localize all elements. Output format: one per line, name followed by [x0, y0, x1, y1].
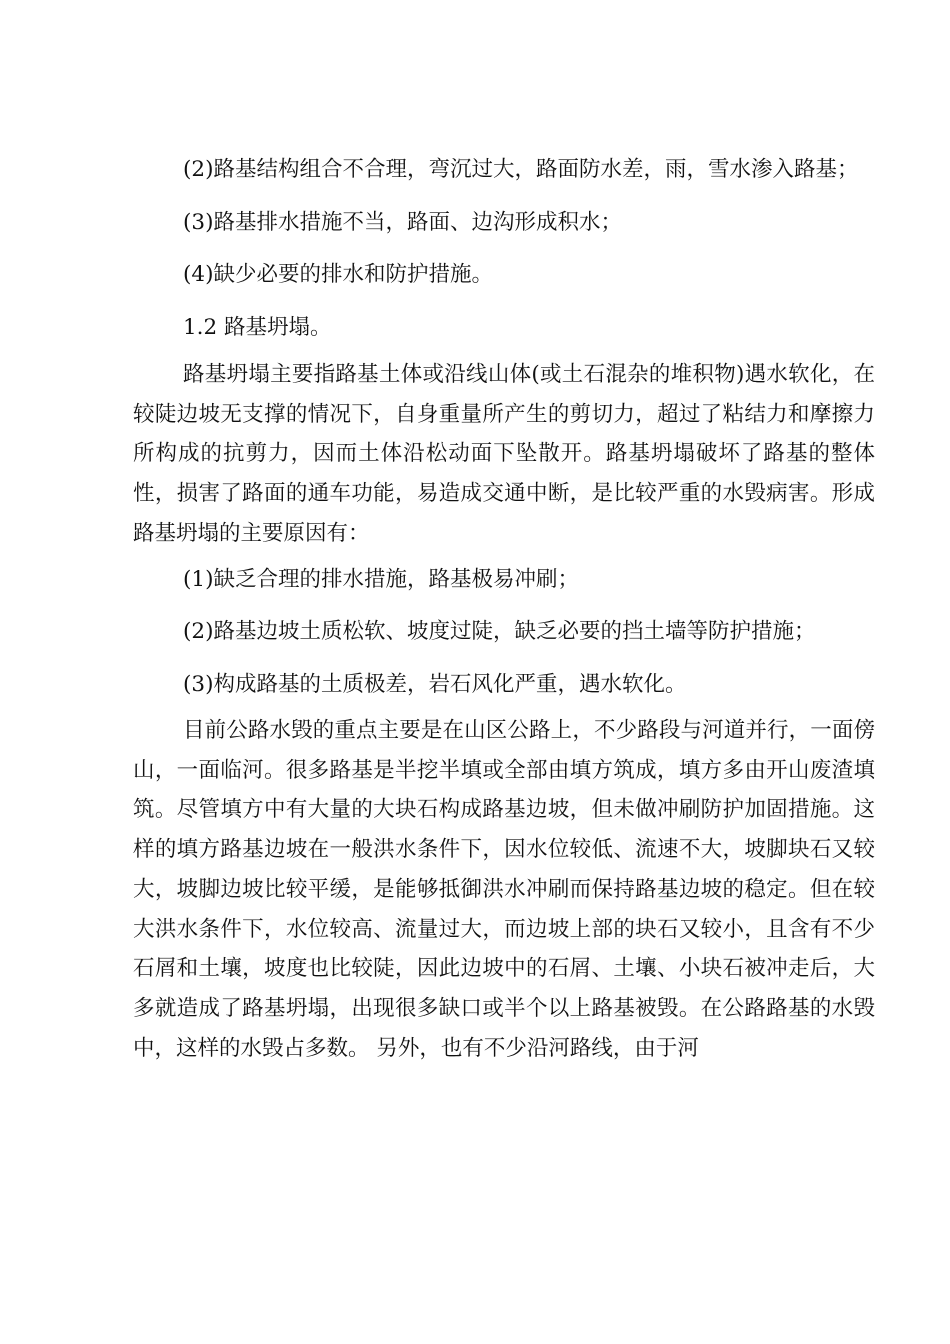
list-item: (4)缺少必要的排水和防护措施。: [183, 262, 493, 287]
paragraph-collapse: 路基坍塌主要指路基土体或沿线山体(或土石混杂的堆积物)遇水软化，在较陡边坡无支撑的情况下，自身重量所产生的剪切力，超过了粘结力和摩擦力所构成的抗剪力，因而土体沿松动面下坠散开。路基坍塌破坏了路基的整体性，损害了路面的通车功能，易造成交通中断，是比较严重的水毁病害。形成路基坍塌的主要原因有：: [133, 362, 875, 546]
list-item: (1)缺乏合理的排水措施，路基极易冲刷；: [183, 566, 579, 592]
document-body: [133, 144, 875, 1068]
list-item: (2)路基边坡土质松软、坡度过陡，缺乏必要的挡土墙等防护措施；: [183, 619, 816, 645]
paragraph-mountain-roads: 目前公路水毁的重点主要是在山区公路上，不少路段与河道并行，一面傍山，一面临河。很多路基是半挖半填或全部由填方筑成，填方多由开山废渣填筑。尽管填方中有大量的大块石构成路基边坡，但未做冲刷防护加固措施。这样的填方路基边坡在一般洪水条件下，因水位较低、流速不大，坡脚块石又较大，坡脚边坡比较平缓，是能够抵御洪水冲刷而保持路基边坡的稳定。但在较大洪水条件下，水位较高、流量过大，而边坡上部的块石又较小，且含有不少石屑和土壤，坡度也比较陡，因此边坡中的石屑、土壤、小块石被冲走后，大多就造成了路基坍塌，出现很多缺口或半个以上路基被毁。在公路路基的水毁中，这样的水毁占多数。 另外，也有不少沿河路线，由于河: [133, 718, 875, 1061]
section-heading: 1.2 路基坍塌。: [183, 314, 332, 340]
list-item: (3)路基排水措施不当，路面、边沟形成积水；: [183, 209, 622, 235]
list-item: (3)构成路基的土质极差，岩石风化严重，遇水软化。: [183, 671, 687, 697]
list-item: (2)路基结构组合不合理，弯沉过大，路面防水差，雨，雪水渗入路基；: [183, 157, 859, 182]
